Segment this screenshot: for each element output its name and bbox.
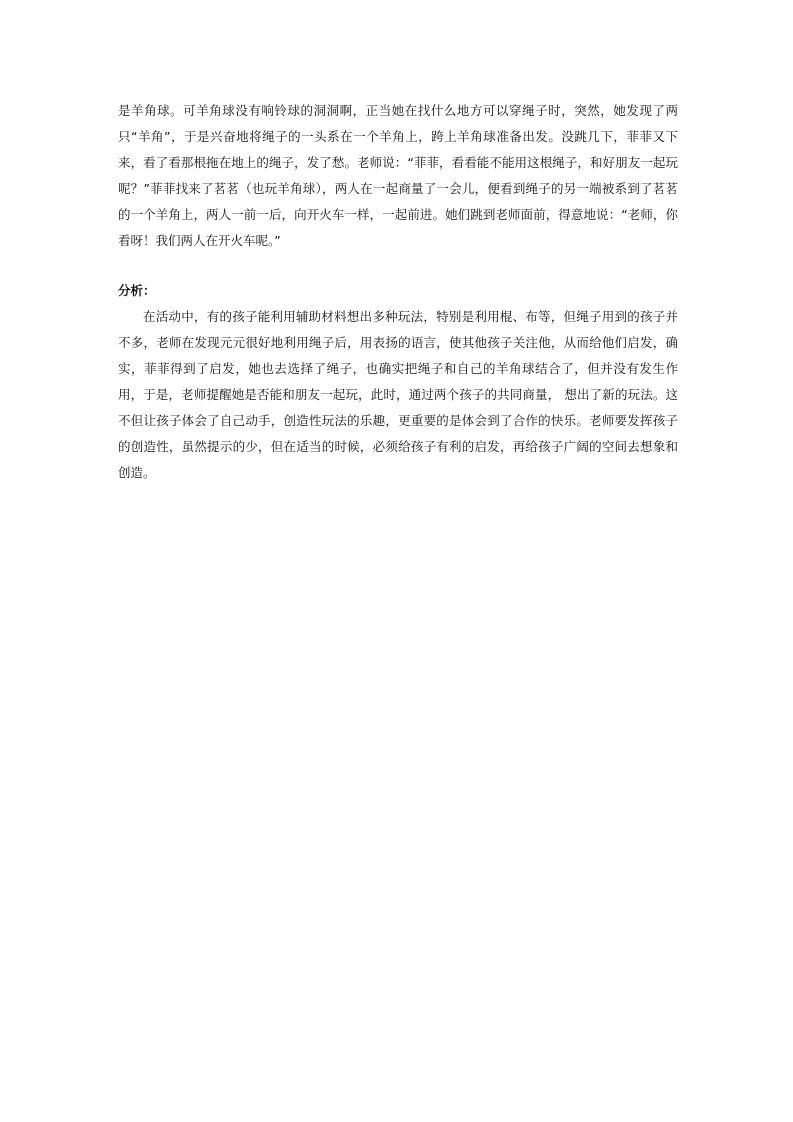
narrative-paragraph: 是羊角球。可羊角球没有响铃球的洞洞啊，正当她在找什么地方可以穿绳子时，突然，她发现了两只“羊角”，于是兴奋地将绳子的一头系在一个羊角上，跨上羊角球准备出发。没跳几下，菲菲又下来，看了看那根拖在地上的绳子，发了愁。老师说：“菲菲，看看能不能用这根绳子，和好朋友一起玩呢？”菲菲找来了茗茗（也玩羊角球），两人在一起商量了一会儿，便看到绳子的另一端被系到了茗茗的一个羊角上，两人一前一后，向开火车一样，一起前进。她们跳到老师面前，得意地说：“老师，你看呀！我们两人在开火车呢。” [118, 103, 678, 248]
analysis-paragraph: 在活动中，有的孩子能利用辅助材料想出多种玩法，特别是利用棍、布等，但绳子用到的孩子并不多，老师在发现元元很好地利用绳子后，用表扬的语言，使其他孩子关注他，从而给他们启发，确实，菲菲得到了启发，她也去选择了绳子，也确实把绳子和自己的羊角球结合了，但并没有发生作用，于是，老师提醒她是否能和朋友一起玩，此时，通过两个孩子的共同商量， 想出了新的玩法。这不但让孩子体会了自己动手，创造性玩法的乐趣，更重要的是体会到了合作的快乐。老师要发挥孩子的创造性，虽然提示的少，但在适当的时候，必须给孩子有利的启发，再给孩子广阔的空间去想象和创造。 [118, 309, 678, 480]
document-body [118, 98, 678, 486]
paragraph-spacer [118, 254, 678, 278]
analysis-heading: 分析： [118, 283, 156, 298]
